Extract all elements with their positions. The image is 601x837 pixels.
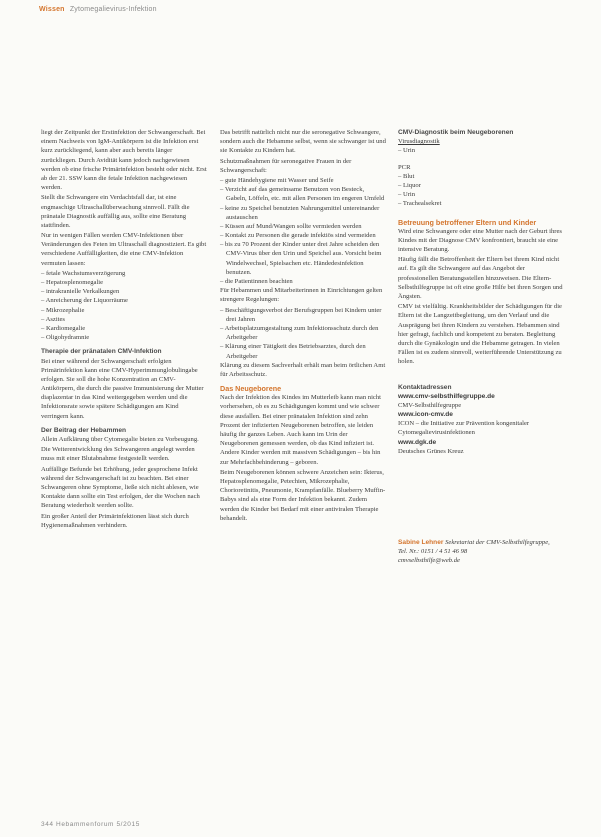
section-heading: Kontaktadressen bbox=[398, 383, 452, 391]
list-item: – Anreicherung der Liquorräume bbox=[41, 297, 128, 305]
list-item: – Liquor bbox=[398, 181, 421, 189]
contact-link[interactable]: www.icon-cmv.de bbox=[398, 411, 453, 419]
section-heading: Der Beitrag der Hebammen bbox=[41, 426, 127, 434]
paragraph: Beim Neugeborenen können schwere Anzeichen sein: Ikterus, Hepatosplenomegalie, Petechien, Mikrozephalie, Chorioretinitis, Pneumonie, Krampfanfälle. Blueberry Muffin-Babys sind als eine Form der Infektion bekannt. Zudem werden die Kinder bei Bedarf mit einer antiviralen Therapie behandelt. bbox=[220, 468, 386, 522]
list-item: – Aszites bbox=[41, 315, 65, 323]
author-email[interactable]: cmvselbsthilfe@web.de bbox=[398, 557, 460, 565]
paragraph: Klärung zu diesem Sachverhalt erhält man beim örtlichen Amt für Arbeitsschutz. bbox=[220, 361, 386, 378]
list-item: – Küssen auf Mund/Wangen sollte vermieden werden bbox=[220, 222, 362, 230]
section-heading: Therapie der pränatalen CMV-Infektion bbox=[41, 348, 162, 356]
paragraph: Nur in wenigen Fällen werden CMV-Infektionen über Veränderungen des Feten im Ultraschall diagnostiziert. Es gibt verschiedene Auffälligkeiten, die eine CMV-Infektion vermuten lassen: bbox=[41, 232, 207, 267]
subheading: Virusdiagnostik bbox=[398, 138, 440, 146]
diagnostic-list bbox=[398, 146, 565, 155]
contact-description: Deutsches Grünes Kreuz bbox=[398, 447, 464, 455]
list-item: – Kontakt zu Personen die gerade infektiös sind vermeiden bbox=[220, 232, 376, 240]
author-contact: Tel. Nr.: 0151 / 4 51 46 98 bbox=[398, 548, 468, 556]
paragraph: Stellt die Schwangere ein Verdachtsfall dar, ist eine engmaschige Ultraschallüberwachung sinnvoll. Fällt die pränatale Diagnostik auffällig aus, sollte eine Beratung stattfinden. bbox=[41, 194, 190, 229]
section-heading: Betreuung betroffener Eltern und Kinder bbox=[398, 217, 537, 227]
list-item: – Kardiomegalie bbox=[41, 324, 86, 332]
header-title: Zytomegalievirus-Infektion bbox=[69, 6, 157, 13]
list-item: – die Patientinnen beachten bbox=[220, 278, 293, 285]
section-heading: CMV-Diagnostik beim Neugeborenen bbox=[398, 129, 514, 136]
findings-list bbox=[41, 269, 207, 343]
paragraph: Schutzmaßnahmen für seronegative Frauen in der Schwangerschaft: bbox=[220, 157, 352, 174]
contact-link[interactable]: www.dgk.de bbox=[398, 438, 437, 446]
paragraph: Allein Aufklärung über Cytomegalie bieten zu Vorbeugung. bbox=[41, 436, 199, 444]
contact-link[interactable]: www.cmv-selbsthilfegruppe.de bbox=[398, 392, 495, 400]
contact-description: CMV-Selbsthilfegruppe bbox=[398, 401, 462, 409]
section-heading: Das Neugeborene bbox=[220, 384, 282, 394]
list-item: – fetale Wachstumsverzögerung bbox=[41, 269, 126, 277]
paragraph: Das betrifft natürlich nicht nur die seronegative Schwangere, sondern auch die Hebamme selbst, wenn sie schwanger ist und sie Kontakte zu Kindern hat. bbox=[220, 129, 386, 155]
list-item: – keine zu Speichel benutzten Nahrungsmittel untereinander austauschen bbox=[220, 204, 380, 221]
header-section: Wissen bbox=[39, 6, 65, 13]
paragraph: Wird eine Schwangere oder eine Mutter nach der Geburt ihres Kindes mit der Diagnose CMV konfrontiert, braucht sie eine intensive Beratung. bbox=[398, 227, 562, 254]
author-name: Sabine Lehner bbox=[398, 539, 444, 547]
paragraph: Für Hebammen und Mitarbeiterinnen in Einrichtungen gelten strengere Regelungen: bbox=[220, 287, 383, 304]
list-item: – Arbeitsplatzumgestaltung zum Infektionsschutz durch den Arbeitgeber bbox=[220, 324, 379, 342]
list-item: – intrakranielle Verkalkungen bbox=[41, 288, 120, 296]
subheading: PCR bbox=[398, 163, 411, 171]
list-item: – Beschäftigungsverbot der Berufsgruppen bei Kindern unter drei Jahren bbox=[220, 306, 382, 323]
paragraph: Nach der Infektion des Kindes im Mutterleib kann man nicht vorhersehen, ob es zu Schädigungen kommt und wie schwer diese ausfallen. Bei einer pränatalen Infektion sind zehn Prozent der infizierten Neugeborenen betroffen, sie leiden häufig ihr ganzes Leben. Auch kann im Urin der Neugeborenen gemessen werden, ob das Kind infiziert ist. Andere Kinder werden mit massiven Schädigungen – bis hin zur Mehrfachbehinderung – geboren. bbox=[220, 394, 381, 466]
author-role: Sekretariat der CMV-Selbsthilfegruppe, bbox=[445, 539, 550, 547]
page-footer: 344 Hebammenforum 5/2015 bbox=[41, 821, 140, 828]
list-item: – Klärung einer Tätigkeit des Betriebsarztes, durch den Arbeitgeber bbox=[220, 343, 366, 360]
running-header bbox=[39, 6, 157, 13]
paragraph: Die Weiterentwicklung des Schwangeren angelegt werden muss mit einer Blutabnahme festgestellt werden. bbox=[41, 446, 195, 463]
list-item: – bis zu 70 Prozent der Kinder unter drei Jahre scheiden den CMV-Virus über den Urin und Speichel aus. Vorsicht beim Windelwechsel, Spielsachen etc. Händedesinfektion benutzen. bbox=[220, 241, 382, 276]
list-item: – Trachealsekret bbox=[398, 200, 442, 208]
column-1 bbox=[41, 128, 207, 531]
column-3 bbox=[398, 128, 565, 566]
paragraph: Bei einer während der Schwangerschaft erfolgten Primärinfektion kann eine CMV-Hyperimmunglobulingabe erfolgen. Sie soll die hohe Konzentration an CMV-Antikörpern, die durch die passive Immunisierung der Mutter diaplazentar in das Kind weitergegeben werden und die Infektionsrate sowie spätere Schädigungen am Kind verringern kann. bbox=[41, 357, 204, 420]
list-item: – Mikrozephalie bbox=[41, 306, 85, 314]
list-item: – Urin bbox=[398, 191, 416, 199]
contact-description: ICON – die Initiative zur Prävention kongenitaler Cytomegalievirusinfektionen bbox=[398, 420, 530, 437]
list-item: – gute Händehygiene mit Wasser und Seife bbox=[220, 176, 334, 184]
list-item: – Hepatosplenomegalie bbox=[41, 279, 104, 286]
protection-list bbox=[220, 176, 386, 286]
paragraph: Häufig fällt die Betroffenheit der Eltern bei ihrem Kind nicht auf. Es gilt die Schwangere auf das Angebot der professionellen Beratungsstellen hinzuweisen. Die Eltern-Selbsthilfegruppe ist oft eine große Hilfe bei ihren Sorgen und Ängsten. bbox=[398, 256, 563, 301]
list-item: – Urin bbox=[398, 147, 416, 155]
list-item: – Oligohydramnie bbox=[41, 334, 90, 342]
author-block bbox=[398, 538, 565, 566]
column-2 bbox=[220, 128, 386, 524]
list-item: – Blut bbox=[398, 172, 415, 180]
paragraph: Auffällige Befunde bei Erhöhung, jeder gesprochene Infekt während der Schwangerschaft ist zu beachten. Bei einer Schwangeren ohne Symptome, ließe sich nicht ablesen, wie Kontakte dann sollte ein Test erfolgen, der die Wochen nach Beratung wiederholt werden sollte. bbox=[41, 465, 200, 510]
paragraph: Ein großer Anteil der Primärinfektionen lässt sich durch Hygienemaßnahmen verhindern. bbox=[41, 512, 189, 529]
pcr-list bbox=[398, 172, 565, 209]
paragraph: CMV ist vielfältig. Krankheitsbilder der Schädigungen für die Eltern ist die Langzeitbegleitung, um den Verlauf und die Ausprägung bei ihren Kindern zu verstehen. Hebammen sind hier gefragt, fachlich und kompetent zu beraten. Begleitung durch die Gynäkologin und die Hebamme getragen. In vielen Fällen ist es zudem sinnvoll, weiterführende Unterstützung zu holen. bbox=[398, 303, 562, 366]
paragraph: liegt der Zeitpunkt der Erstinfektion der Schwangerschaft. Bei einem Nachweis von IgM-Antikörpern ist die Infektion erst kurz zurückliegend, kann aber auch bereits länger zurückliegen. Durch Avidität kann jedoch nachgewiesen werden ob eine frische Primärinfektion besteht oder nicht. Erst ab der 21. SSW kann die fetale Infektion nachgewiesen werden. bbox=[41, 129, 207, 192]
list-item: – Verzicht auf das gemeinsame Benutzen von Besteck, Gabeln, Löffeln, etc. mit allen Personen im engeren Umfeld bbox=[220, 186, 385, 203]
workplace-list bbox=[220, 306, 386, 361]
